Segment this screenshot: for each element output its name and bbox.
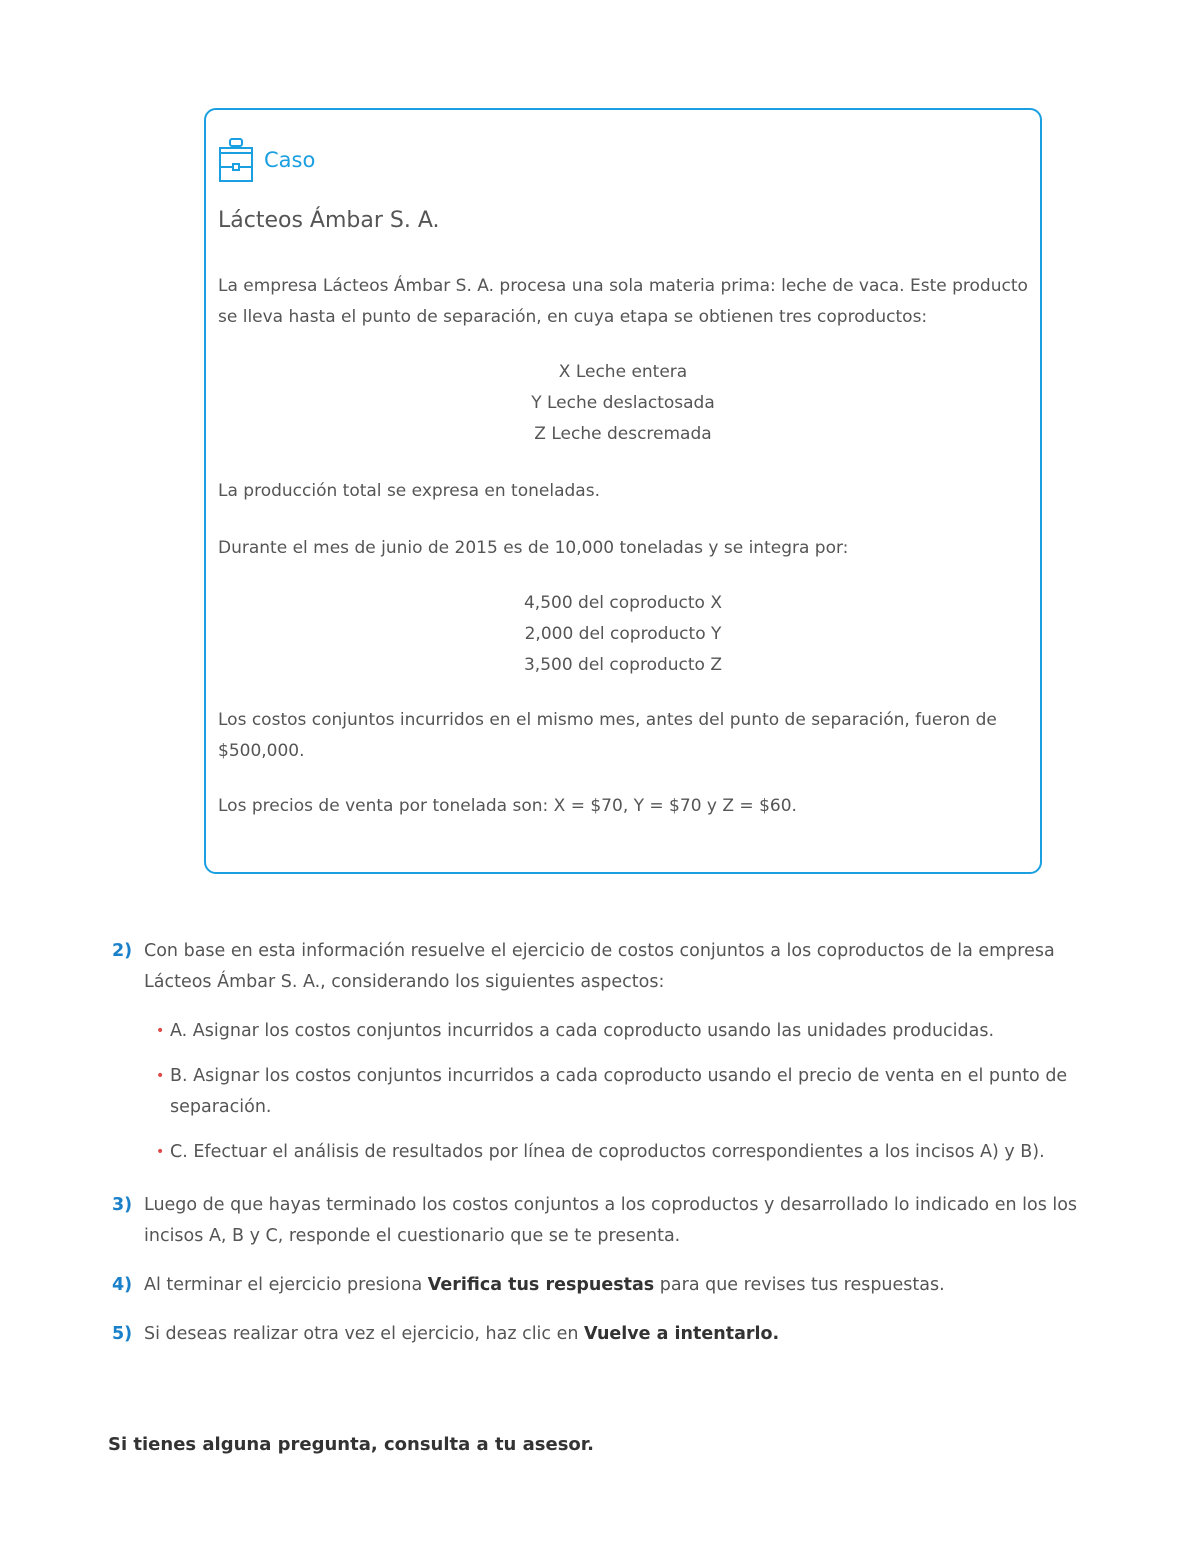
bullet-icon: • [156, 1023, 165, 1039]
case-header [218, 132, 1028, 188]
coproduct-z: Z Leche descremada [534, 424, 712, 444]
subitem-text: A. Asignar los costos conjuntos incurridos a cada coproducto usando las unidades producidas. [170, 1021, 995, 1041]
verify-answers-label: Verifica tus respuestas [427, 1275, 655, 1295]
subitem-a [156, 1016, 1092, 1047]
sale-prices: Los precios de venta por tonelada son: X = $70, Y = $70 y Z = $60. [218, 796, 797, 816]
coproduct-list [218, 357, 1028, 450]
case-intro: La empresa Lácteos Ámbar S. A. procesa una sola materia prima: leche de vaca. Este producto se lleva hasta el punto de separación, en cuya etapa se obtienen tres coproductos: [218, 276, 1028, 327]
june-production: Durante el mes de junio de 2015 es de 10,000 toneladas y se integra por: [218, 538, 849, 558]
quantity-list [218, 588, 1028, 681]
subitem-text: C. Efectuar el análisis de resultados por línea de coproductos correspondientes a los incisos A) y B). [170, 1142, 1045, 1162]
footer-note: Si tienes alguna pregunta, consulta a tu asesor. [108, 1434, 594, 1455]
quantity-x: 4,500 del coproducto X [523, 593, 723, 613]
step-text: Luego de que hayas terminado los costos conjuntos a los coproductos y desarrollado lo indicado en los los incisos A, B y C, responde el cuestionario que se te presenta. [144, 1195, 1078, 1246]
try-again-label: Vuelve a intentarlo [584, 1324, 773, 1344]
subitem-text: B. Asignar los costos conjuntos incurridos a cada coproducto usando el precio de venta en el punto de separación. [170, 1066, 1068, 1117]
step-2-subitems [156, 1016, 1092, 1168]
step-number: 4) [112, 1275, 133, 1295]
bullet-icon: • [156, 1144, 165, 1160]
case-label: Caso [264, 148, 316, 172]
step-number: 2) [112, 941, 133, 961]
step-4 [112, 1270, 1092, 1301]
step-text: para que revises tus respuestas. [654, 1275, 945, 1295]
subitem-c [156, 1137, 1092, 1168]
step-text: . [772, 1324, 780, 1344]
step-text: Si deseas realizar otra vez el ejercicio, haz clic en [144, 1324, 585, 1344]
step-text: Al terminar el ejercicio presiona [144, 1275, 428, 1295]
subitem-b [156, 1061, 1092, 1123]
step-number: 5) [112, 1324, 133, 1344]
joint-costs: Los costos conjuntos incurridos en el mismo mes, antes del punto de separación, fueron de $500,000. [218, 710, 997, 761]
case-title: Lácteos Ámbar S. A. [218, 208, 440, 233]
step-3 [112, 1190, 1092, 1252]
quantity-z: 3,500 del coproducto Z [523, 655, 723, 675]
quantity-y: 2,000 del coproducto Y [524, 624, 722, 644]
case-box [204, 108, 1042, 874]
production-unit: La producción total se expresa en toneladas. [218, 481, 600, 501]
briefcase-icon [218, 136, 254, 184]
bullet-icon: • [156, 1068, 165, 1084]
step-number: 3) [112, 1195, 133, 1215]
coproduct-x: X Leche entera [558, 362, 688, 382]
instructions [112, 936, 1092, 1368]
step-text: Con base en esta información resuelve el ejercicio de costos conjuntos a los coproductos de la empresa Lácteos Ámbar S. A., considerando los siguientes aspectos: [144, 941, 1055, 992]
coproduct-y: Y Leche deslactosada [531, 393, 715, 413]
step-2 [112, 936, 1092, 998]
step-5 [112, 1319, 1092, 1350]
